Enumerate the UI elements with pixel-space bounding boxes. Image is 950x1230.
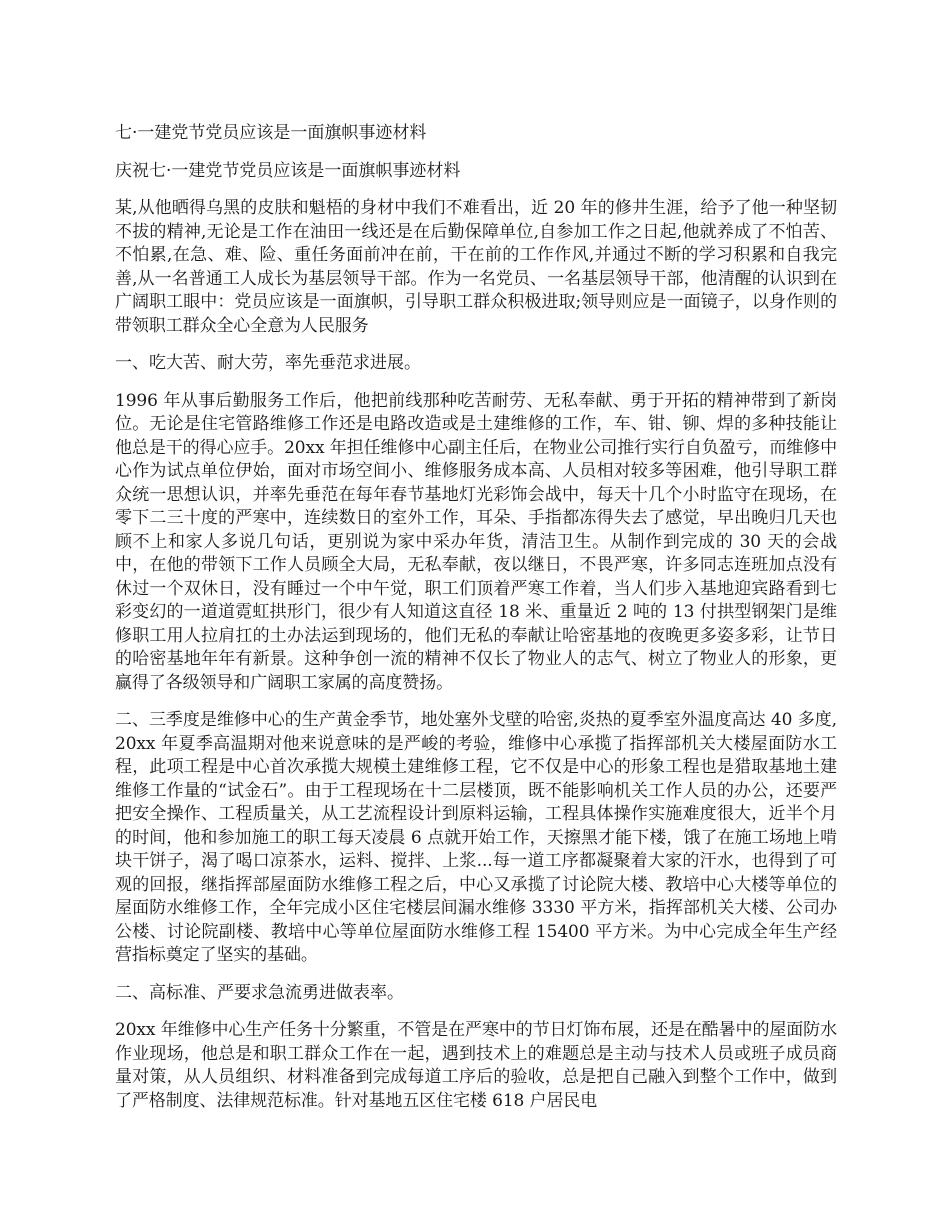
document-subtitle: 庆祝七·一建党节党员应该是一面旗帜事迹材料 [115, 160, 461, 181]
paragraph-2: 二、三季度是维修中心的生产黄金季节，地处塞外戈壁的哈密,炎热的夏季室外温度高达 40 多度,20xx 年夏季高温期对他来说意味的是严峻的考验，维修中心承揽了指挥部机关大楼屋面防水工程，此项工程是中心首次承揽大规模土建维修工程，它不仅是中心的形象工程也是猎取基地土建维修工作量的“试金石”。由于工程现场在十二层楼顶，既不能影响机关工作人员的办公，还要严把安全操作、工程质量关，从工艺流程设计到原料运输，工程具体操作实施难度很大，近半个月的时间，他和参加施工的职工每天凌晨 6 点就开始工作，天擦黑才能下楼，饿了在施工场地上啃块干饼子，渴了喝口凉茶水，运料、搅拌、上浆...每一道工序都凝聚着大家的汗水，也得到了可观的回报，继指挥部屋面防水维修工程之后，中心又承揽了讨论院大楼、教培中心大楼等单位的屋面防水维修工作，全年完成小区住宅楼层间漏水维修 3330 平方米，指挥部机关大楼、公司办公楼、讨论院副楼、教培中心等单位屋面防水维修工程 15400 平方米。为中心完成全年生产经营指标奠定了坚实的基础。 [115, 710, 837, 965]
section-heading-2: 二、高标准、严要求急流勇进做表率。 [115, 982, 404, 1003]
document-title: 七·一建党节党员应该是一面旗帜事迹材料 [115, 123, 427, 143]
paragraph-1: 1996 年从事后勤服务工作后，他把前线那种吃苦耐劳、无私奉献、勇于开拓的精神带到了新岗位。无论是住宅管路维修工作还是电路改造或是土建维修的工作，车、钳、铆、焊的多种技能让他总是干的得心应手。20xx 年担任维修中心副主任后，在物业公司推行实行自负盈亏，而维修中心作为试点单位伊始，面对市场空间小、维修服务成本高、人员相对较多等困难，他引导职工群众统一思想认识，并率先垂范在每年春节基地灯光彩饰会战中，每天十几个小时监守在现场，在零下二三十度的严寒中，连续数日的室外工作，耳朵、手指都冻得失去了感觉，早出晚归几天也顾不上和家人多说几句话，更别说为家中采办年货，清洁卫生。从制作到完成的 30 天的会战中，在他的带领下工作人员顾全大局，无私奉献，夜以继日，不畏严寒，许多同志连班加点没有休过一个双休日，没有睡过一个中午觉，职工们顶着严寒工作着，当人们步入基地迎宾路看到七彩变幻的一道道霓虹拱形门，很少有人知道这直径 18 米、重量近 2 吨的 13 付拱型钢架门是维修职工用人拉肩扛的土办法运到现场的，他们无私的奉献让哈密基地的夜晚更多姿多彩，让节日的哈密基地年年有新景。这种争创一流的精神不仅长了物业人的志气、树立了物业人的形象，更赢得了各级领导和广阔职工家属的高度赞扬。 [115, 390, 837, 693]
document-body [115, 122, 837, 1127]
paragraph-3: 20xx 年维修中心生产任务十分繁重，不管是在严寒中的节日灯饰布展，还是在酷暑中的屋面防水作业现场，他总是和职工群众工作在一起，遇到技术上的难题总是主动与技术人员或班子成员商量对策，从人员组织、材料准备到完成每道工序后的验收，总是把自己融入到整个工作中，做到了严格制度、法律规范标准。针对基地五区住宅楼 618 户居民电 [115, 1020, 837, 1111]
intro-paragraph: 某,从他晒得乌黑的皮肤和魁梧的身材中我们不难看出，近 20 年的修井生涯，给予了他一种坚韧不拔的精神,无论是工作在油田一线还是在后勤保障单位,自参加工作之日起,他就养成了不怕苦、不怕累,在急、难、险、重任务面前冲在前，干在前的工作作风,并通过不断的学习积累和自我完善,从一名普通工人成长为基层领导干部。作为一名党员、一名基层领导干部，他清醒的认识到在广阔职工眼中：党员应该是一面旗帜，引导职工群众积极进取;领导则应是一面镜子，以身作则的带领职工群众全心全意为人民服务 [115, 198, 837, 336]
section-heading-1: 一、吃大苦、耐大劳，率先垂范求进展。 [115, 353, 421, 373]
